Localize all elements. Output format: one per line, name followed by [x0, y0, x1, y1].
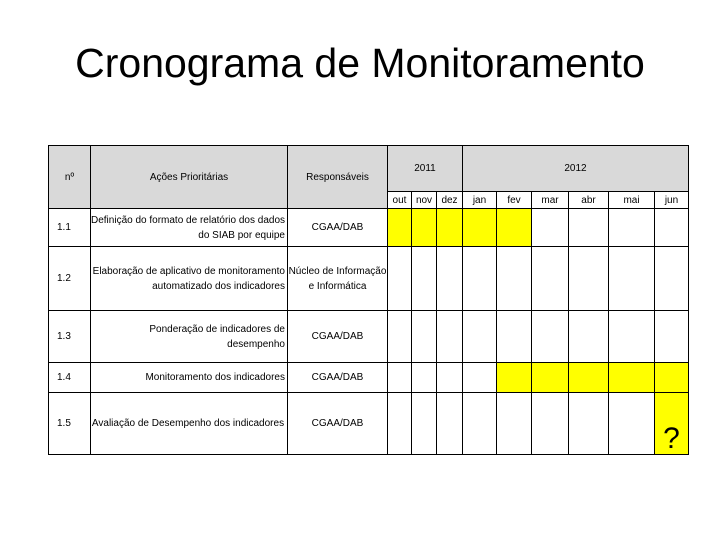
timeline-cell-nov	[412, 363, 437, 393]
header-num: nº	[49, 146, 91, 209]
timeline-cell-jun	[655, 209, 689, 247]
header-year-2011: 2011	[388, 146, 463, 192]
row-action: Elaboração de aplicativo de monitoramento automatizado dos indicadores	[91, 247, 288, 311]
table-row	[49, 311, 689, 363]
row-responsible: CGAA/DAB	[288, 209, 388, 247]
row-responsible: CGAA/DAB	[288, 311, 388, 363]
month-header-jun: jun	[655, 192, 689, 209]
timeline-cell-abr	[569, 209, 609, 247]
timeline-cell-mai	[609, 311, 655, 363]
row-responsible: Núcleo de Informação e Informática	[288, 247, 388, 311]
timeline-cell-jan	[463, 311, 497, 363]
row-action: Monitoramento dos indicadores	[91, 363, 288, 393]
timeline-cell-abr	[569, 393, 609, 455]
month-header-out: out	[388, 192, 412, 209]
page-title: Cronograma de Monitoramento	[75, 40, 645, 86]
timeline-cell-jan	[463, 209, 497, 247]
timeline-cell-jan	[463, 247, 497, 311]
timeline-cell-jan	[463, 393, 497, 455]
timeline-cell-mai	[609, 393, 655, 455]
month-header-abr: abr	[569, 192, 609, 209]
timeline-cell-mai	[609, 247, 655, 311]
table-row	[49, 393, 689, 455]
timeline-cell-out	[388, 209, 412, 247]
timeline-cell-nov	[412, 393, 437, 455]
timeline-cell-fev	[497, 393, 532, 455]
schedule-table	[48, 145, 689, 455]
timeline-cell-dez	[437, 209, 463, 247]
month-header-fev: fev	[497, 192, 532, 209]
timeline-cell-jun	[655, 247, 689, 311]
row-responsible: CGAA/DAB	[288, 363, 388, 393]
timeline-cell-mar	[532, 247, 569, 311]
header-year-2012: 2012	[463, 146, 689, 192]
timeline-cell-mar	[532, 363, 569, 393]
timeline-cell-fev	[497, 311, 532, 363]
month-header-dez: dez	[437, 192, 463, 209]
timeline-cell-dez	[437, 363, 463, 393]
timeline-cell-dez	[437, 393, 463, 455]
pending-mark: ?	[655, 393, 689, 455]
row-action: Ponderação de indicadores de desempenho	[91, 311, 288, 363]
row-number: 1.4	[49, 363, 91, 393]
header-actions: Ações Prioritárias	[91, 146, 288, 209]
timeline-cell-abr	[569, 247, 609, 311]
timeline-cell-fev	[497, 363, 532, 393]
table-row	[49, 247, 689, 311]
row-action: Avaliação de Desempenho dos indicadores	[91, 393, 288, 455]
timeline-cell-nov	[412, 209, 437, 247]
timeline-cell-dez	[437, 311, 463, 363]
table-row	[49, 363, 689, 393]
timeline-cell-fev	[497, 247, 532, 311]
timeline-cell-out	[388, 247, 412, 311]
timeline-cell-mar	[532, 209, 569, 247]
month-header-jan: jan	[463, 192, 497, 209]
row-responsible: CGAA/DAB	[288, 393, 388, 455]
timeline-cell-jun	[655, 363, 689, 393]
timeline-cell-dez	[437, 247, 463, 311]
timeline-cell-out	[388, 311, 412, 363]
row-number: 1.2	[49, 247, 91, 311]
timeline-cell-mar	[532, 311, 569, 363]
row-number: 1.1	[49, 209, 91, 247]
timeline-cell-mar	[532, 393, 569, 455]
row-number: 1.5	[49, 393, 91, 455]
timeline-cell-out	[388, 363, 412, 393]
timeline-cell-nov	[412, 247, 437, 311]
timeline-cell-mai	[609, 209, 655, 247]
header-row-years	[49, 146, 689, 192]
timeline-cell-nov	[412, 311, 437, 363]
table-row	[49, 209, 689, 247]
timeline-cell-abr	[569, 311, 609, 363]
timeline-cell-abr	[569, 363, 609, 393]
timeline-cell-jun	[655, 311, 689, 363]
month-header-nov: nov	[412, 192, 437, 209]
month-header-mai: mai	[609, 192, 655, 209]
month-header-mar: mar	[532, 192, 569, 209]
timeline-cell-jan	[463, 363, 497, 393]
header-responsible: Responsáveis	[288, 146, 388, 209]
timeline-cell-fev	[497, 209, 532, 247]
timeline-cell-mai	[609, 363, 655, 393]
row-action: Definição do formato de relatório dos dados do SIAB por equipe	[91, 209, 288, 247]
timeline-cell-out	[388, 393, 412, 455]
row-number: 1.3	[49, 311, 91, 363]
